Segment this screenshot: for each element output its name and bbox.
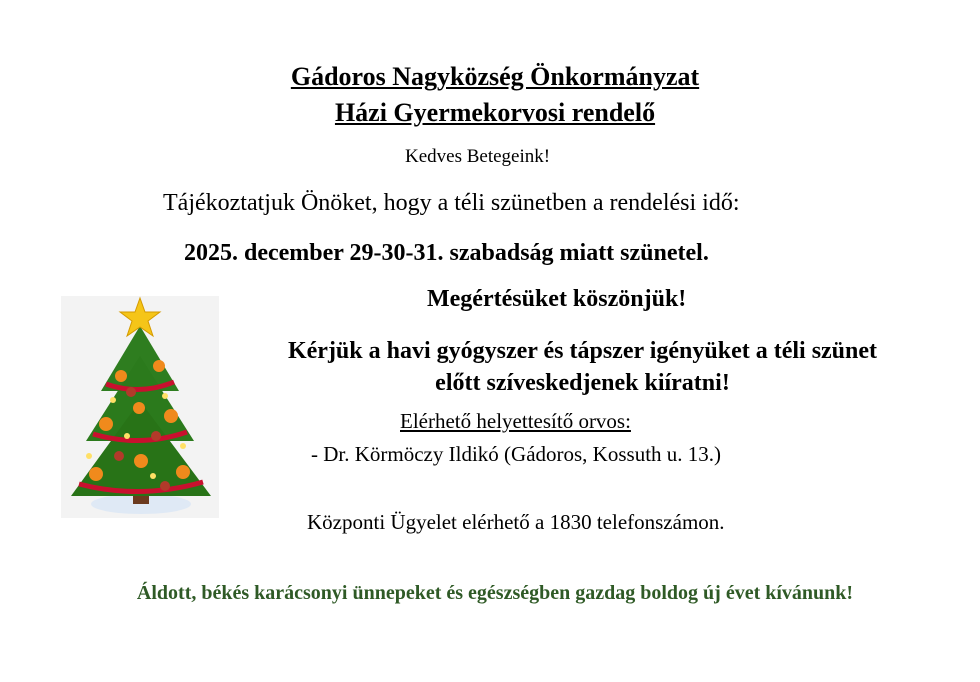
holiday-wishes: Áldott, békés karácsonyi ünnepeket és egészségben gazdag boldog új évet kívánunk! [136,582,854,604]
substitute-doctor: - Dr. Körmöczy Ildikó (Gádoros, Kossuth u. 13.) [311,442,722,466]
thanks-text: Megértésüket köszönjük! [427,286,687,312]
title-line-2: Házi Gyermekorvosi rendelő [334,98,656,127]
substitute-doctor-label: Elérhető helyettesítő orvos: [400,409,631,433]
info-text: Tájékoztatjuk Önöket, hogy a téli szünetben a rendelési idő: [163,190,740,216]
greeting: Kedves Betegeink! [405,146,551,167]
title-line-1: Gádoros Nagyközség Önkormányzat [290,62,700,91]
closure-notice: 2025. december 29-30-31. szabadság miatt szünetel. [184,240,709,266]
prescription-request: Kérjük a havi gyógyszer és tápszer igényüket a téli szünet előtt szíveskedjenek kiíratni! [287,338,878,396]
central-duty-info: Központi Ügyelet elérhető a 1830 telefonszámon. [307,510,725,534]
christmas-tree-icon [61,296,219,518]
